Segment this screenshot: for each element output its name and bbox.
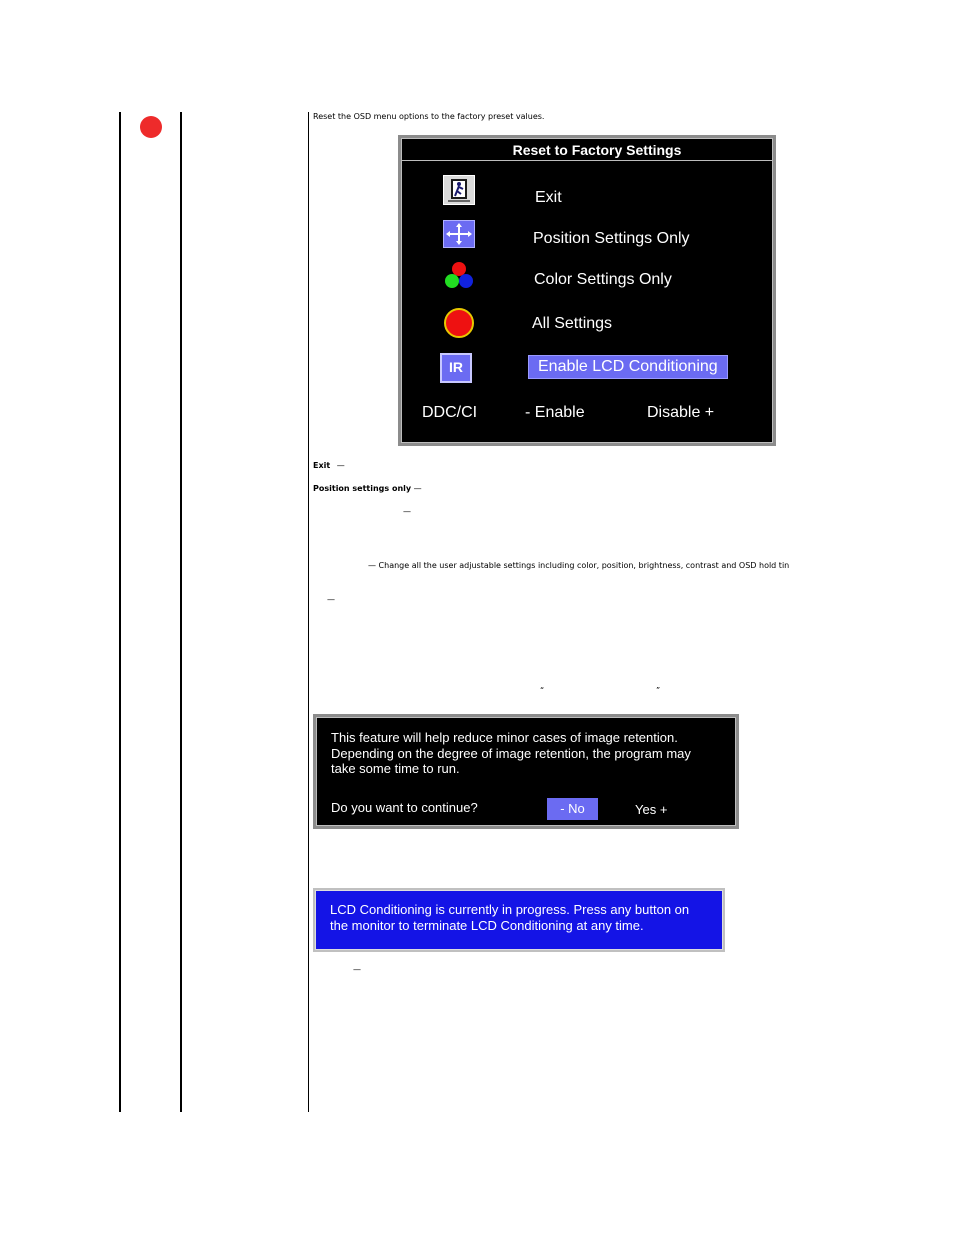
osd-menu-title: Reset to Factory Settings bbox=[402, 139, 772, 161]
dialog-yes-button[interactable]: Yes + bbox=[635, 802, 668, 817]
desc-position-dash: — bbox=[413, 484, 422, 493]
ddc-disable-option[interactable]: Disable + bbox=[647, 404, 715, 421]
progress-line-2: the monitor to terminate LCD Conditioning at any time. bbox=[330, 918, 644, 933]
desc-ddc-dash: — bbox=[353, 965, 361, 974]
table-border-mid bbox=[180, 112, 182, 1112]
desc-exit bbox=[313, 461, 345, 470]
desc-position bbox=[313, 484, 422, 493]
quote-open: “ bbox=[540, 686, 545, 695]
rgb-dots-icon bbox=[443, 261, 475, 289]
desc-color-dash: — bbox=[403, 507, 411, 516]
menu-item-all-settings[interactable]: All Settings bbox=[532, 315, 613, 332]
dialog-line-1: This feature will help reduce minor cases of image retention. bbox=[331, 730, 678, 745]
dialog-line-2: Depending on the degree of image retention, the program may bbox=[331, 745, 691, 761]
ir-icon: IR bbox=[440, 353, 472, 383]
menu-item-position[interactable]: Position Settings Only bbox=[533, 230, 690, 247]
menu-item-color[interactable]: Color Settings Only bbox=[534, 271, 672, 288]
desc-exit-dash: — bbox=[336, 461, 345, 470]
intro-text: Reset the OSD menu options to the factory preset values. bbox=[313, 112, 545, 121]
dialog-message bbox=[331, 730, 721, 777]
ddc-enable-option[interactable]: - Enable bbox=[525, 404, 585, 421]
desc-lcd-dash: — bbox=[327, 595, 335, 604]
menu-item-lcd-conditioning[interactable]: Enable LCD Conditioning bbox=[528, 355, 728, 379]
table-border-left bbox=[119, 112, 121, 1112]
lcd-conditioning-confirm-dialog bbox=[313, 714, 739, 829]
red-circle-icon bbox=[444, 308, 474, 338]
desc-position-label: Position settings only bbox=[313, 484, 412, 493]
desc-exit-label: Exit bbox=[313, 461, 331, 470]
all-settings-red-dot-icon bbox=[140, 116, 162, 138]
ddc-ci-label: DDC/CI bbox=[422, 404, 478, 421]
desc-all-settings: — Change all the user adjustable settings including color, position, brightness, contrast and OSD hold tin bbox=[368, 561, 790, 570]
osd-reset-menu bbox=[398, 135, 776, 446]
progress-line-1: LCD Conditioning is currently in progress. Press any button on bbox=[330, 902, 690, 917]
table-border-right bbox=[308, 112, 309, 1112]
move-arrows-icon bbox=[443, 220, 475, 248]
dialog-no-button[interactable]: - No bbox=[547, 798, 598, 820]
menu-item-exit[interactable]: Exit bbox=[535, 189, 562, 206]
quote-close: ” bbox=[656, 686, 661, 695]
dialog-question: Do you want to continue? bbox=[331, 800, 478, 815]
dialog-line-3: take some time to run. bbox=[331, 761, 460, 776]
progress-message bbox=[330, 902, 710, 934]
lcd-conditioning-progress-banner bbox=[313, 888, 725, 952]
exit-door-icon bbox=[443, 175, 475, 205]
